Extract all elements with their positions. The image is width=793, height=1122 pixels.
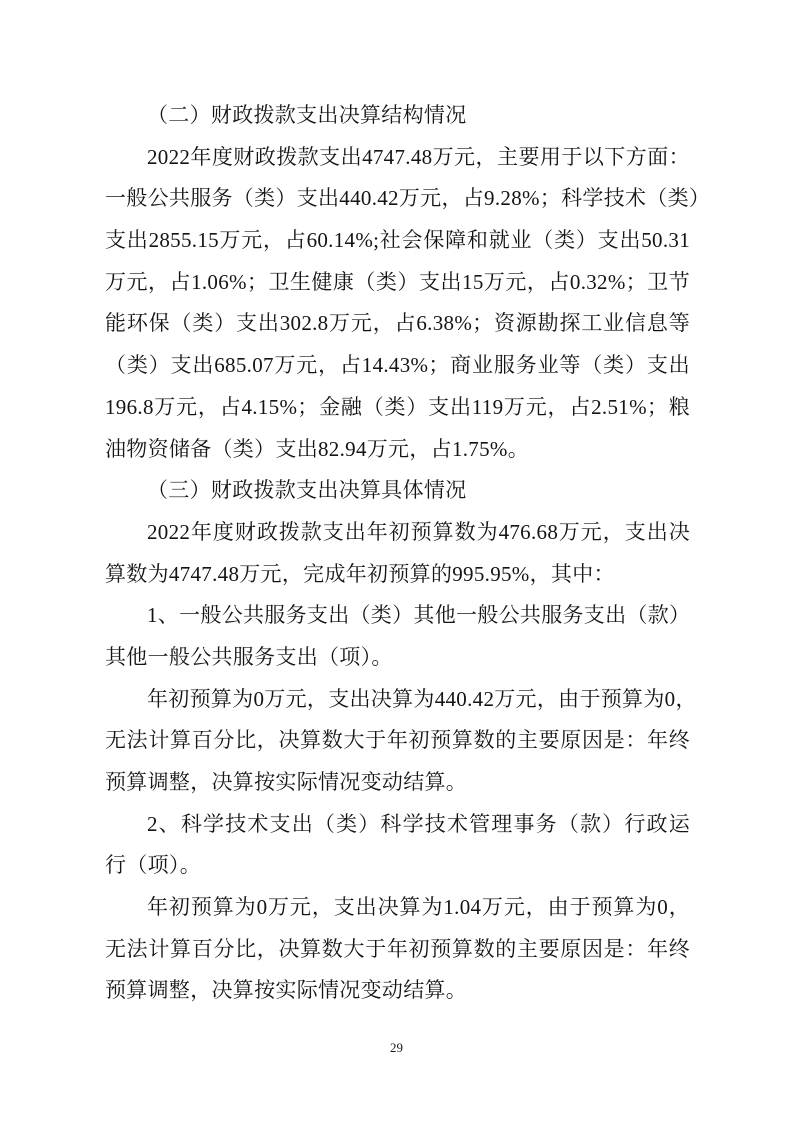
text-line: 2022年度财政拨款支出4747.48万元，主要用于以下方面： — [147, 144, 690, 169]
text-block — [105, 95, 711, 1012]
text-line: 年初预算为0万元，支出决算为440.42万元，由于预算为0， — [147, 686, 697, 711]
text-line: （三）财政拨款支出决算具体情况 — [147, 478, 467, 503]
text-line: （二）财政拨款支出决算结构情况 — [147, 103, 467, 127]
text-line: 2022年度财政拨款支出年初预算数为476.68万元，支出决 — [147, 519, 690, 544]
text-line: 预算调整，决算按实际情况变动结算。 — [105, 978, 468, 1003]
text-line: 行（项）。 — [105, 853, 201, 878]
text-line: 万元，占1.06%；卫生健康（类）支出15万元，占0.32%；卫节 — [105, 269, 690, 294]
text-line: （类）支出685.07万元，占14.43%；商业服务业等（类）支出 — [105, 353, 690, 378]
text-line: 无法计算百分比，决算数大于年初预算数的主要原因是：年终 — [105, 936, 690, 961]
text-line: 预算调整，决算按实际情况变动结算。 — [105, 770, 468, 794]
page-number: 29 — [390, 1040, 403, 1055]
text-line: 算数为4747.48万元，完成年初预算的995.95%，其中： — [105, 561, 615, 586]
text-line: 油物资储备（类）支出82.94万元，占1.75%。 — [105, 436, 529, 461]
text-line: 年初预算为0万元，支出决算为1.04万元，由于预算为0， — [147, 895, 690, 920]
text-line: 无法计算百分比，决算数大于年初预算数的主要原因是：年终 — [105, 728, 690, 753]
text-line: 支出2855.15万元，占60.14%;社会保障和就业（类）支出50.31 — [105, 228, 690, 253]
text-line: 1、一般公共服务支出（类）其他一般公共服务支出（款） — [147, 603, 691, 628]
text-line: 2、科学技术支出（类）科学技术管理事务（款）行政运 — [147, 811, 690, 836]
text-line: 其他一般公共服务支出（项）。 — [105, 644, 393, 669]
text-line: 一般公共服务（类）支出440.42万元，占9.28%；科学技术（类） — [105, 186, 711, 211]
text-line: 能环保（类）支出302.8万元，占6.38%；资源勘探工业信息等 — [105, 311, 690, 336]
text-line: 196.8万元，占4.15%；金融（类）支出119万元，占2.51%；粮 — [105, 394, 690, 419]
